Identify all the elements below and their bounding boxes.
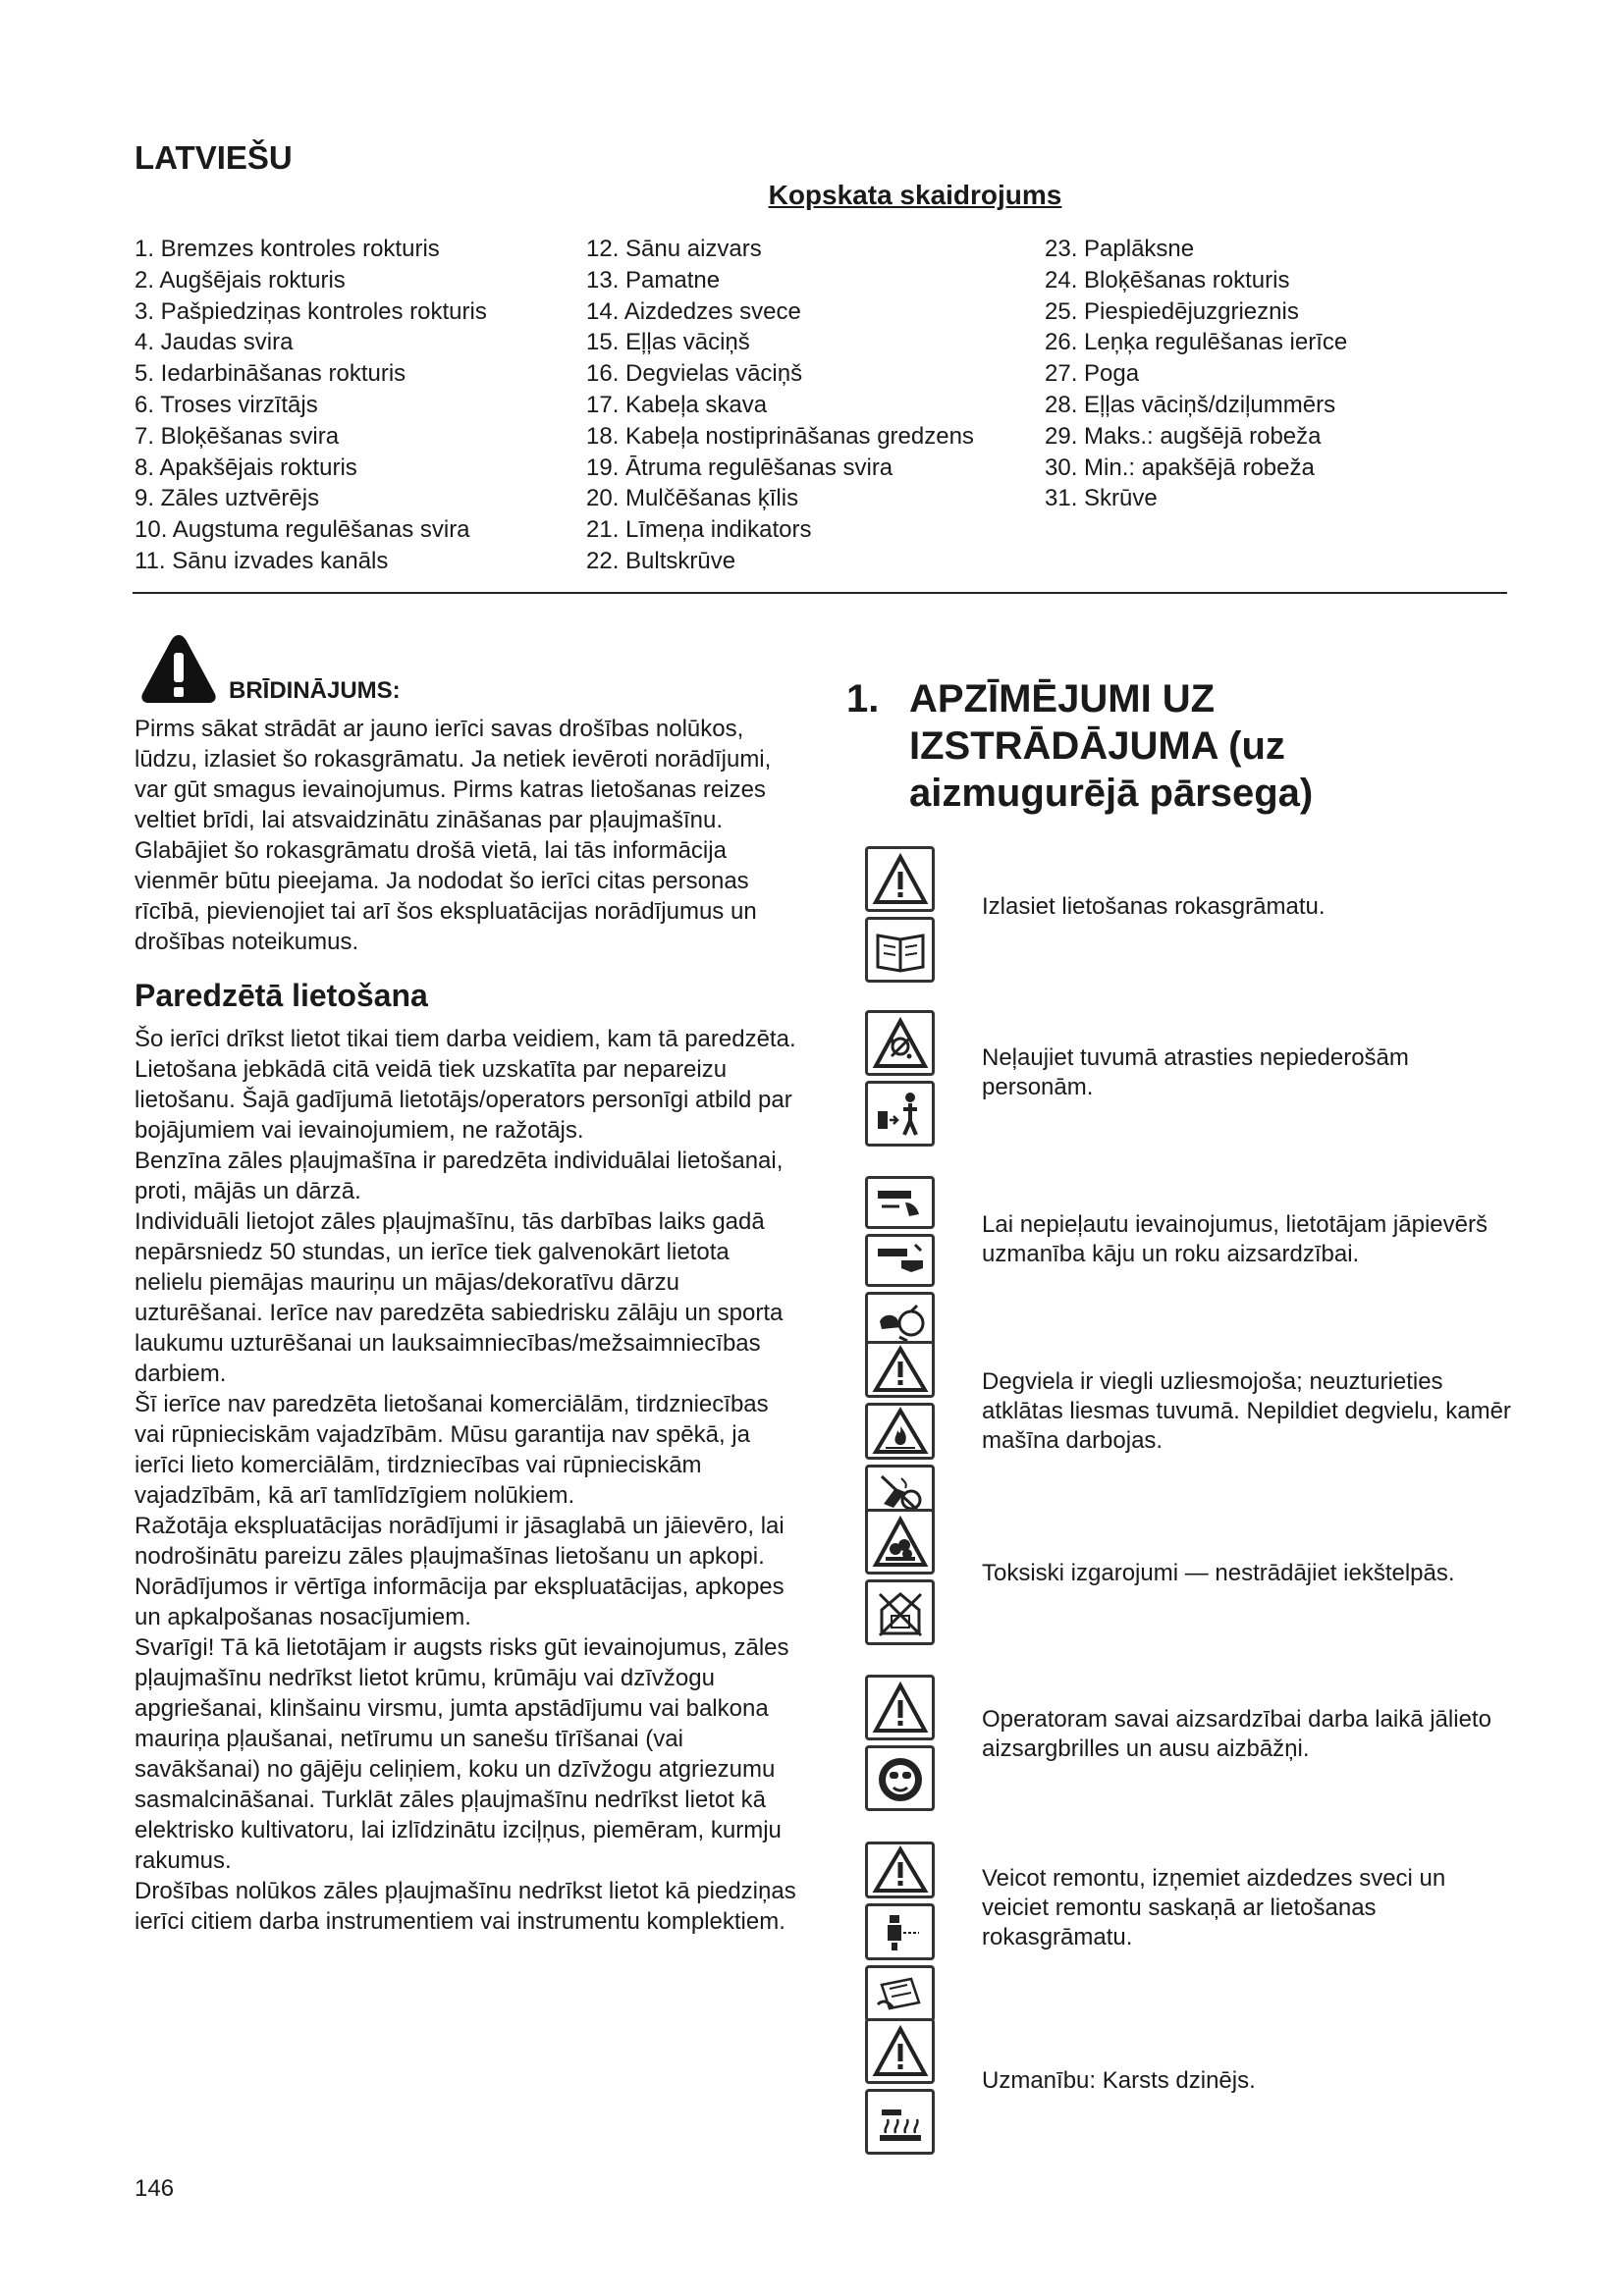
symbol-text: Toksiski izgarojumi — nestrādājiet iekštelpās. xyxy=(982,1560,1455,1586)
goggles-ear-protection-icon xyxy=(865,1745,935,1811)
legend-item: 28. Eļļas vāciņš/dziļummērs xyxy=(1045,391,1336,418)
legend-item: 21. Līmeņa indikators xyxy=(586,516,812,544)
symbol-text: Izlasiet lietošanas rokasgrāmatu. xyxy=(982,893,1326,920)
symbol-text: Veicot remontu, izņemiet aizdedzes sveci un veiciet remontu saskaņā ar lietošanas rokasgrāmatu. xyxy=(982,1865,1446,1950)
symbol-group-toxic-fumes xyxy=(865,1509,935,1650)
section-divider xyxy=(133,592,1507,594)
warning-triangle-icon xyxy=(865,846,935,912)
warning-text: Pirms sākat strādāt ar jauno ierīci savas drošības nolūkos, lūdzu, izlasiet šo rokasgrāmatu. Ja netiek ievēroti norādījumi, var gūt smagus ievainojumus. Pirms katras lietošanas reizes veltiet brīdi, lai atsvaidzinātu zināšanas par pļaujmašīnu. Glabājiet šo rokasgrāmatu drošā vietā, lai tās informācija vienmēr būtu pieejama. Ja nododat šo ierīci citas personas rīcībā, pievienojiet tai arī šos ekspluatācijas norādījumus un drošības noteikumus. xyxy=(135,716,772,955)
no-indoor-icon xyxy=(865,1579,935,1645)
legend-item: 12. Sānu aizvars xyxy=(586,236,762,262)
language-heading: LATVIEŠU xyxy=(135,139,293,176)
fire-icon xyxy=(865,1403,935,1460)
symbol-group-hot-engine xyxy=(865,2018,935,2160)
legend-item: 7. Bloķēšanas svira xyxy=(135,422,340,450)
legend-item: 22. Bultskrūve xyxy=(586,547,736,574)
legend-item: 26. Leņķa regulēšanas ierīce xyxy=(1045,329,1348,356)
legend-item: 30. Min.: apakšējā robeža xyxy=(1045,454,1315,481)
section-number: 1. xyxy=(846,677,880,721)
manual-book-icon xyxy=(865,917,935,983)
warning-triangle-icon xyxy=(865,1341,935,1398)
legend-item: 15. Eļļas vāciņš xyxy=(586,329,750,356)
symbol-group-hands-feet xyxy=(865,1176,935,1358)
paragraph: Šī ierīce nav paredzēta lietošanai komerciālām, tirdzniecības vai rūpnieciskām vajadzībām. Mūsu garantija nav spēkā, ja ierīci lieto komerciālām, tirdzniecības vai rūpnieciskām vajadzībām, kā arī tamlīdzīgiem nolūkiem. xyxy=(135,1391,769,1509)
manual-hand-icon xyxy=(865,1965,935,2022)
symbol-text: Uzmanību: Karsts dzinējs. xyxy=(982,2067,1256,2094)
section-title: APZĪMĒJUMI UZ IZSTRĀDĀJUMA (uz aizmugurējā pārsega) xyxy=(909,677,1314,815)
warning-triangle-icon xyxy=(865,1675,935,1740)
symbol-text: Lai nepieļautu ievainojumus, lietotājam jāpievērš uzmanība kāju un roku aizsardzībai. xyxy=(982,1211,1488,1267)
paragraph: Individuāli lietojot zāles pļaujmašīnu, tās darbības laiks gadā nepārsniedz 50 stundas, un ierīce tiek galvenokārt lietota nelielu piemājas mauriņu un mājas/dekoratīvu dārzu uzturēšanai. Ierīce nav paredzēta sabiedrisku zālāju un sporta laukumu uzturēšanai un lauksaimniecības/mežsaimniecības darbiem. xyxy=(135,1208,784,1387)
legend-item: 14. Aizdedzes svece xyxy=(586,297,801,325)
hot-surface-icon xyxy=(865,2089,935,2155)
legend-item: 10. Augstuma regulēšanas svira xyxy=(135,516,470,544)
legend-column-2 xyxy=(586,234,974,577)
thrown-objects-icon xyxy=(865,1010,935,1076)
section-heading xyxy=(846,675,1524,817)
paragraph: Šo ierīci drīkst lietot tikai tiem darba veidiem, kam tā paredzēta. Lietošana jebkādā citā veidā tiek uzskatīta par nepareizu lietošanu. Šajā gadījumā lietotājs/operators personīgi atbild par bojājumiem vai ievainojumiem, ne ražotājs. xyxy=(135,1026,796,1144)
legend-item: 6. Troses virzītājs xyxy=(135,391,318,418)
paragraph: Drošības nolūkos zāles pļaujmašīnu nedrīkst lietot kā piedziņas ierīci citiem darba instrumentiem vai instrumentu komplektiem. xyxy=(135,1878,796,1935)
legend-item: 13. Pamatne xyxy=(586,266,721,294)
legend-item: 9. Zāles uztvērējs xyxy=(135,485,320,512)
legend-item: 5. Iedarbināšanas rokturis xyxy=(135,360,406,388)
legend-item: 8. Apakšējais rokturis xyxy=(135,454,357,481)
legend-item: 25. Piespiedējuzgrieznis xyxy=(1045,297,1299,325)
paragraph: Benzīna zāles pļaujmašīna ir paredzēta individuālai lietošanai, proti, mājās un dārzā. xyxy=(135,1148,784,1204)
warning-title: BRĪDINĀJUMS: xyxy=(229,677,401,704)
legend-item: 16. Degvielas vāciņš xyxy=(586,360,803,388)
legend-item: 27. Poga xyxy=(1045,360,1140,388)
paragraph: Svarīgi! Tā kā lietotājam ir augsts risks gūt ievainojumus, zāles pļaujmašīnu nedrīkst lietot krūmu, krūmāju vai dzīvžogu apgriešanai, klinšainu virsmu, jumta apstādījumu vai balkona mauriņa pļaušanai, netīrumu un sanešu tīrīšanai (vai savākšanai) no gājēju celiņiem, koku un dzīvžogu atgriezumu sasmalcināšanai. Turklāt zāles pļaujmašīnu nedrīkst lietot kā elektrisko kultivatoru, lai izlīdzinātu izciļņus, piemēram, kurmju rakumus. xyxy=(135,1634,789,1874)
legend-item: 4. Jaudas svira xyxy=(135,329,294,356)
legend-item: 18. Kabeļa nostiprināšanas gredzens xyxy=(586,422,974,450)
intended-use-text xyxy=(135,1024,802,1937)
symbol-group-maintenance xyxy=(865,1842,935,2027)
keep-bystanders-away-icon xyxy=(865,1081,935,1147)
legend-item: 23. Paplāksne xyxy=(1045,236,1195,262)
warning-triangle-icon xyxy=(140,633,217,704)
legend-item: 29. Maks.: augšējā robeža xyxy=(1045,422,1322,450)
symbol-group-protection xyxy=(865,1675,935,1816)
paragraph: Ražotāja ekspluatācijas norādījumi ir jāsaglabā un jāievēro, lai nodrošinātu pareizu zāles pļaujmašīnas lietošanu un apkopi. Norādījumos ir vērtīga informācija par ekspluatācijas, apkopes un apkalpošanas nosacījumiem. xyxy=(135,1513,785,1630)
legend-item: 11. Sānu izvades kanāls xyxy=(135,547,389,574)
legend-item: 31. Skrūve xyxy=(1045,485,1158,512)
legend-item: 20. Mulčēšanas ķīlis xyxy=(586,485,799,512)
symbol-text: Neļaujiet tuvumā atrasties nepiederošām personām. xyxy=(982,1044,1409,1100)
legend-column-3 xyxy=(1045,234,1347,514)
legend-item: 2. Augšējais rokturis xyxy=(135,266,346,294)
legend-item: 1. Bremzes kontroles rokturis xyxy=(135,236,440,262)
toxic-fumes-icon xyxy=(865,1509,935,1575)
legend-item: 17. Kabeļa skava xyxy=(586,391,768,418)
symbol-group-read-manual xyxy=(865,846,935,988)
warning-triangle-icon xyxy=(865,2018,935,2084)
symbol-text: Degviela ir viegli uzliesmojoša; neuzturieties atklātas liesmas tuvumā. Nepildiet degvielu, kamēr mašīna darbojas. xyxy=(982,1368,1511,1454)
legend-column-1 xyxy=(135,234,487,577)
hand-cut-icon xyxy=(865,1176,935,1229)
legend-title: Kopskata skaidrojums xyxy=(768,180,1062,210)
warning-triangle-icon xyxy=(865,1842,935,1898)
legend-item: 24. Bloķēšanas rokturis xyxy=(1045,266,1290,294)
hand-blade-icon xyxy=(865,1234,935,1287)
legend-item: 3. Pašpiedziņas kontroles rokturis xyxy=(135,297,487,325)
symbol-text: Operatoram savai aizsardzībai darba laikā jālieto aizsargbrilles un ausu aizbāžņi. xyxy=(982,1706,1491,1762)
symbol-group-bystanders xyxy=(865,1010,935,1151)
intended-use-title: Paredzētā lietošana xyxy=(135,978,428,1013)
spark-plug-icon xyxy=(865,1903,935,1960)
page-number: 146 xyxy=(135,2175,175,2202)
legend-item: 19. Ātruma regulēšanas svira xyxy=(586,454,893,481)
symbol-group-fuel xyxy=(865,1341,935,1526)
